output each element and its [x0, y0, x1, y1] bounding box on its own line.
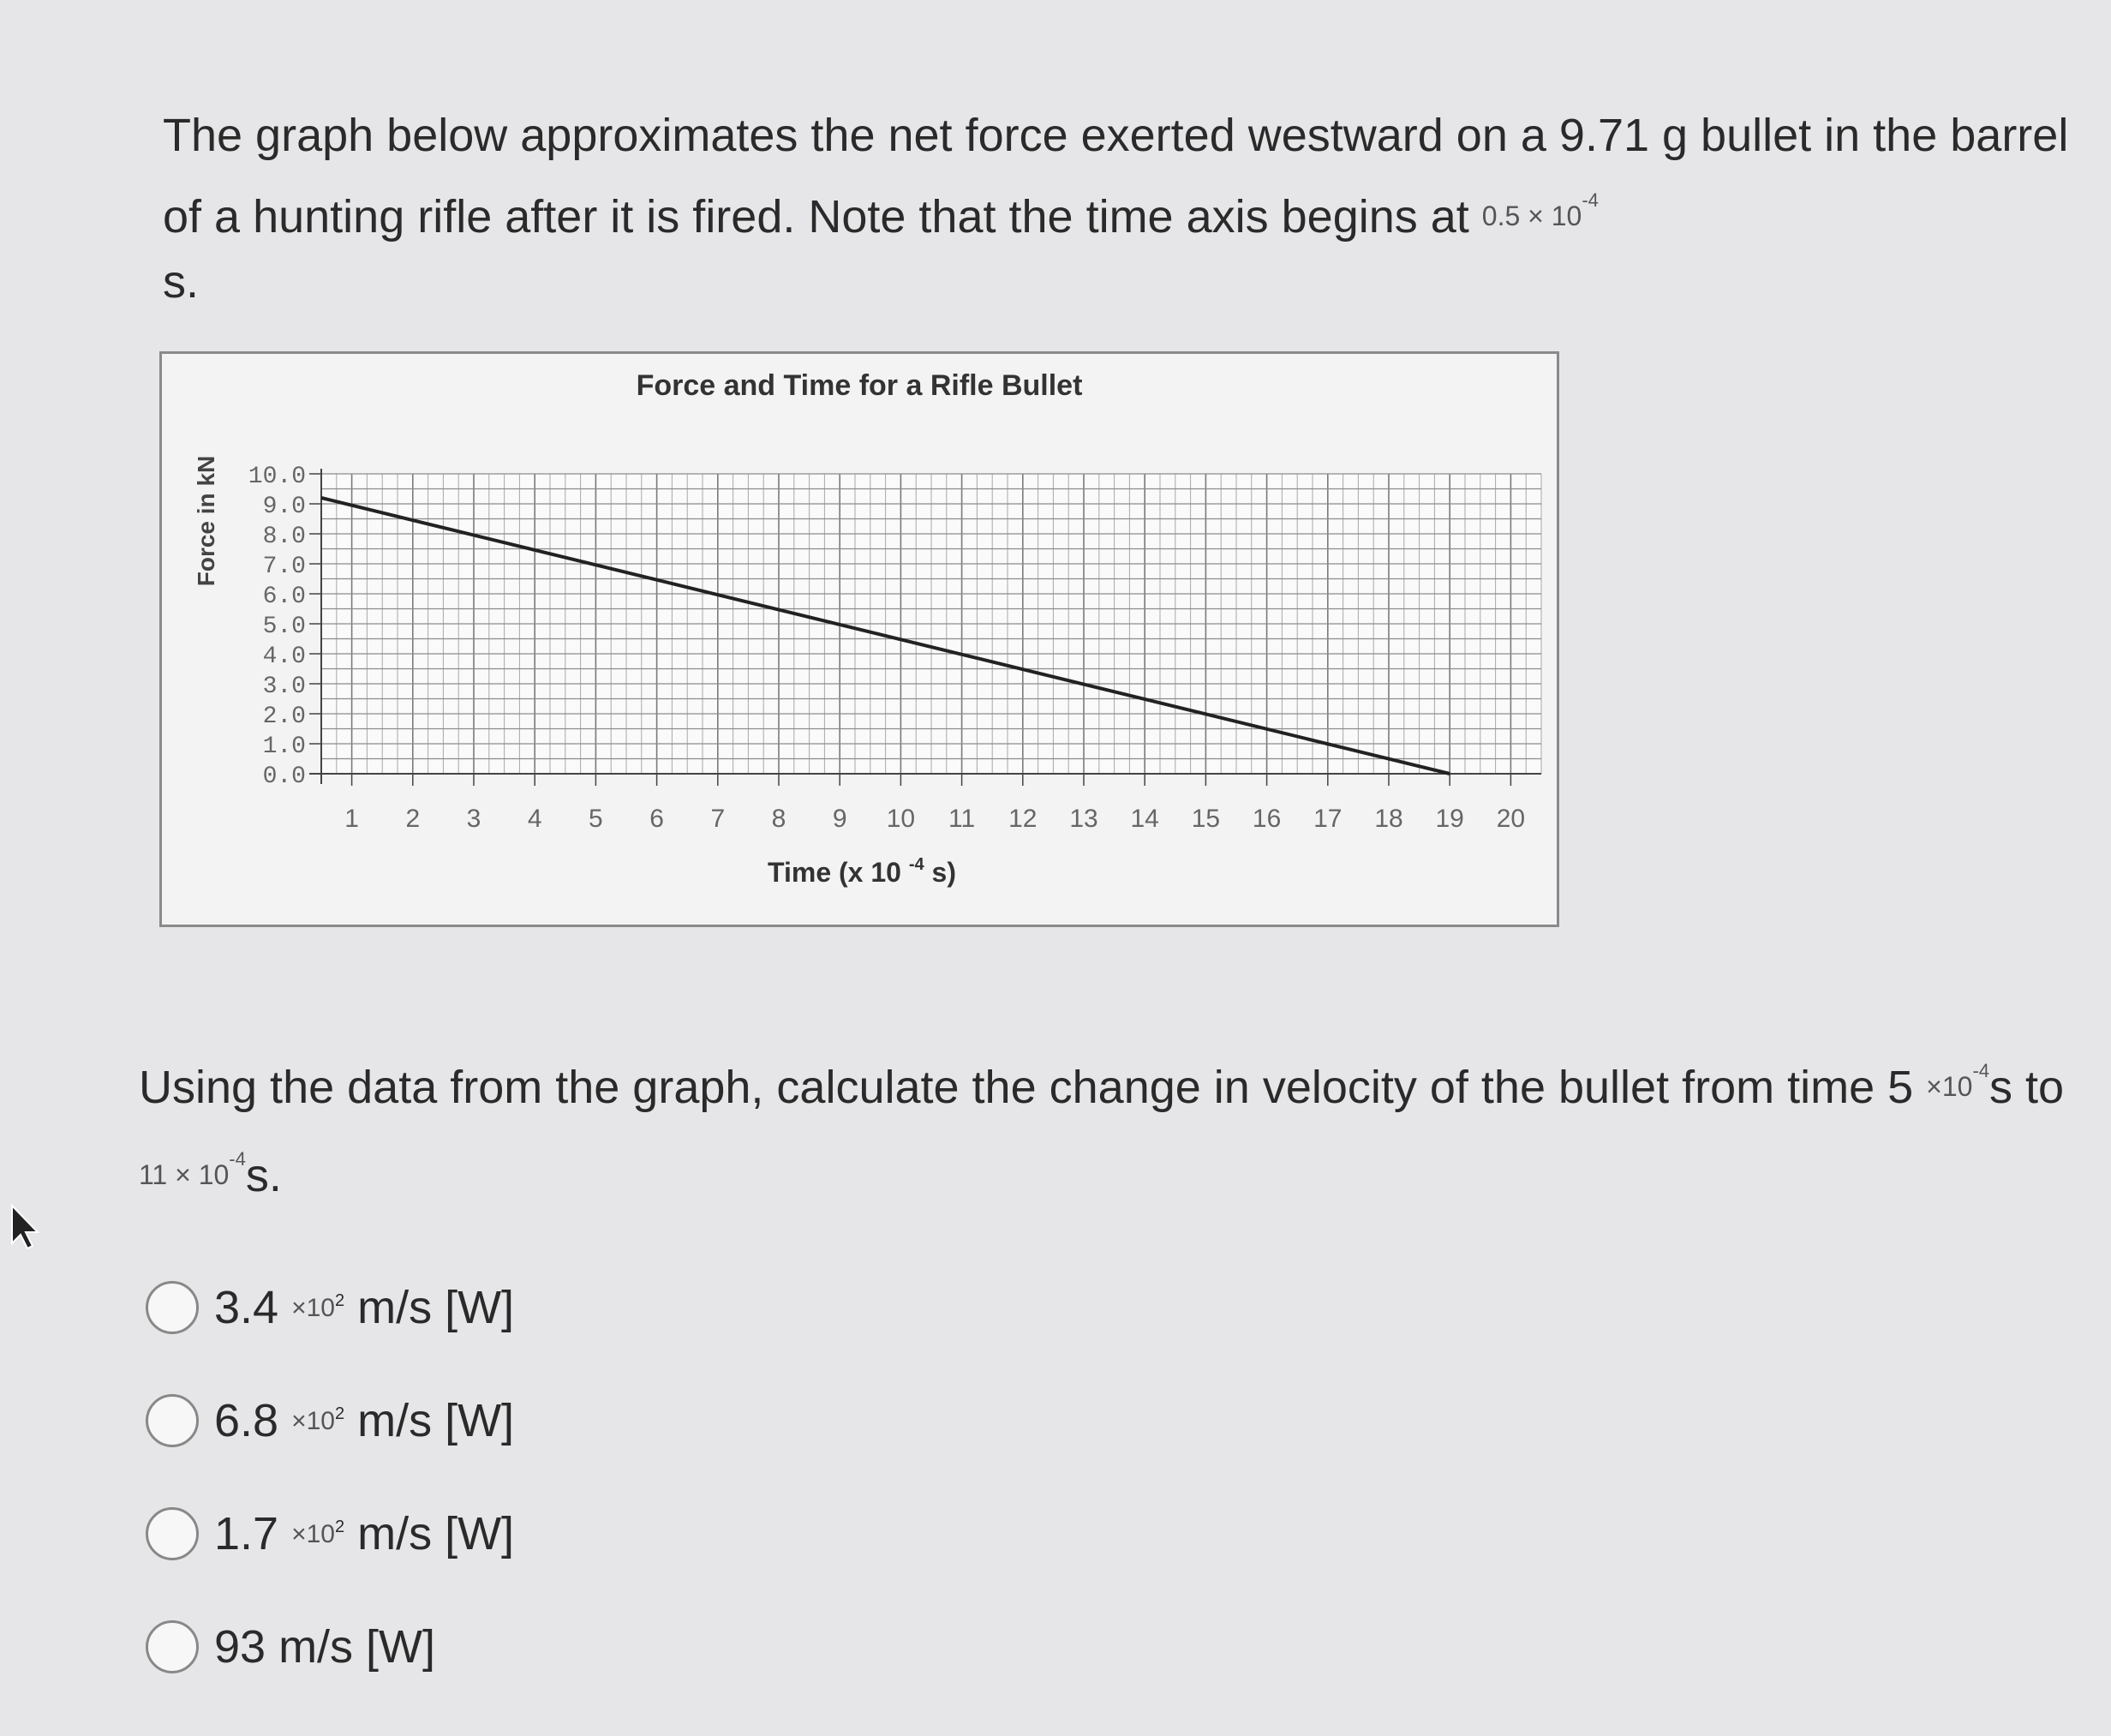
option-label: $6.8 \times 10^2$ m/s [W] — [214, 1395, 515, 1446]
option-label: $1.7 \times 10^2$ m/s [W] — [214, 1508, 515, 1559]
x-tick-label: 2 — [405, 805, 421, 833]
radio-button[interactable] — [146, 1281, 199, 1334]
chart-title: Force and Time for a Rifle Bullet — [636, 369, 1083, 402]
answer-option-1[interactable] — [146, 1251, 514, 1364]
x-tick-label: 10 — [886, 805, 916, 833]
x-axis-label: Time (x 10 $^{-4}$ s) — [768, 855, 956, 888]
x-tick-label: 20 — [1496, 805, 1526, 833]
answer-option-2[interactable] — [146, 1364, 514, 1477]
start-time-value: $0.5 \times 10^{-4}$ — [1481, 189, 1599, 231]
x-tick-label: 13 — [1069, 805, 1098, 833]
y-tick-label: 1.0 — [262, 733, 306, 760]
x-tick-label: 8 — [771, 805, 786, 833]
x-tick-label: 3 — [466, 805, 481, 833]
x-tick-label: 18 — [1374, 805, 1403, 833]
x-tick-label: 19 — [1435, 805, 1464, 833]
y-tick-label: 2.0 — [262, 703, 306, 730]
x-tick-label: 9 — [832, 805, 847, 833]
x-tick-label: 15 — [1191, 805, 1221, 833]
y-tick-label: 3.0 — [262, 673, 306, 700]
force-time-chart — [159, 351, 1559, 927]
question-end: s. — [163, 256, 200, 308]
question-text — [163, 103, 2073, 314]
sub-question-text: Using the data from the graph, calculate the change in velocity of the bullet from time $5 \times 10^{-4}s$ to $11 \times 10^{-4}s$. — [139, 1060, 2065, 1201]
chart-plot — [162, 354, 1562, 930]
radio-button[interactable] — [146, 1620, 199, 1673]
x-tick-label: 1 — [344, 805, 359, 833]
y-tick-label: 0.0 — [262, 763, 306, 790]
sci-notation: $11 \times 10^{-4}$ — [139, 1148, 246, 1190]
question-body: The graph below approximates the net force exerted westward on a 9.71 g bullet in the barrel of a hunting rifle after it is fired. Note that the time axis begins at — [163, 110, 2069, 242]
y-axis-label: Force in kN — [193, 455, 219, 587]
y-tick-label: 7.0 — [262, 554, 306, 580]
x-tick-label: 4 — [527, 805, 542, 833]
option-label: $3.4 \times 10^2$ m/s [W] — [214, 1282, 515, 1333]
x-tick-label: 7 — [710, 805, 726, 833]
radio-button[interactable] — [146, 1394, 199, 1447]
x-tick-label: 12 — [1008, 805, 1038, 833]
x-tick-label: 5 — [589, 805, 603, 833]
answer-options — [146, 1251, 514, 1703]
y-tick-label: 6.0 — [262, 584, 306, 610]
arrow-cursor-icon — [9, 1204, 43, 1250]
x-tick-label: 6 — [649, 805, 664, 833]
answer-option-4[interactable] — [146, 1590, 514, 1703]
x-tick-label: 11 — [948, 805, 976, 833]
y-tick-label: 5.0 — [262, 614, 306, 640]
y-tick-label: 10.0 — [248, 464, 306, 490]
y-tick-label: 9.0 — [262, 494, 306, 520]
y-tick-label: 4.0 — [262, 644, 306, 670]
option-label: 93 m/s [W] — [214, 1621, 436, 1673]
x-tick-label: 14 — [1130, 805, 1159, 833]
answer-option-3[interactable] — [146, 1477, 514, 1590]
x-tick-label: 17 — [1313, 805, 1343, 833]
y-tick-label: 8.0 — [262, 524, 306, 550]
sci-notation: $\times 10^{-4}$ — [1926, 1060, 1989, 1102]
radio-button[interactable] — [146, 1507, 199, 1560]
x-tick-label: 16 — [1252, 805, 1282, 833]
